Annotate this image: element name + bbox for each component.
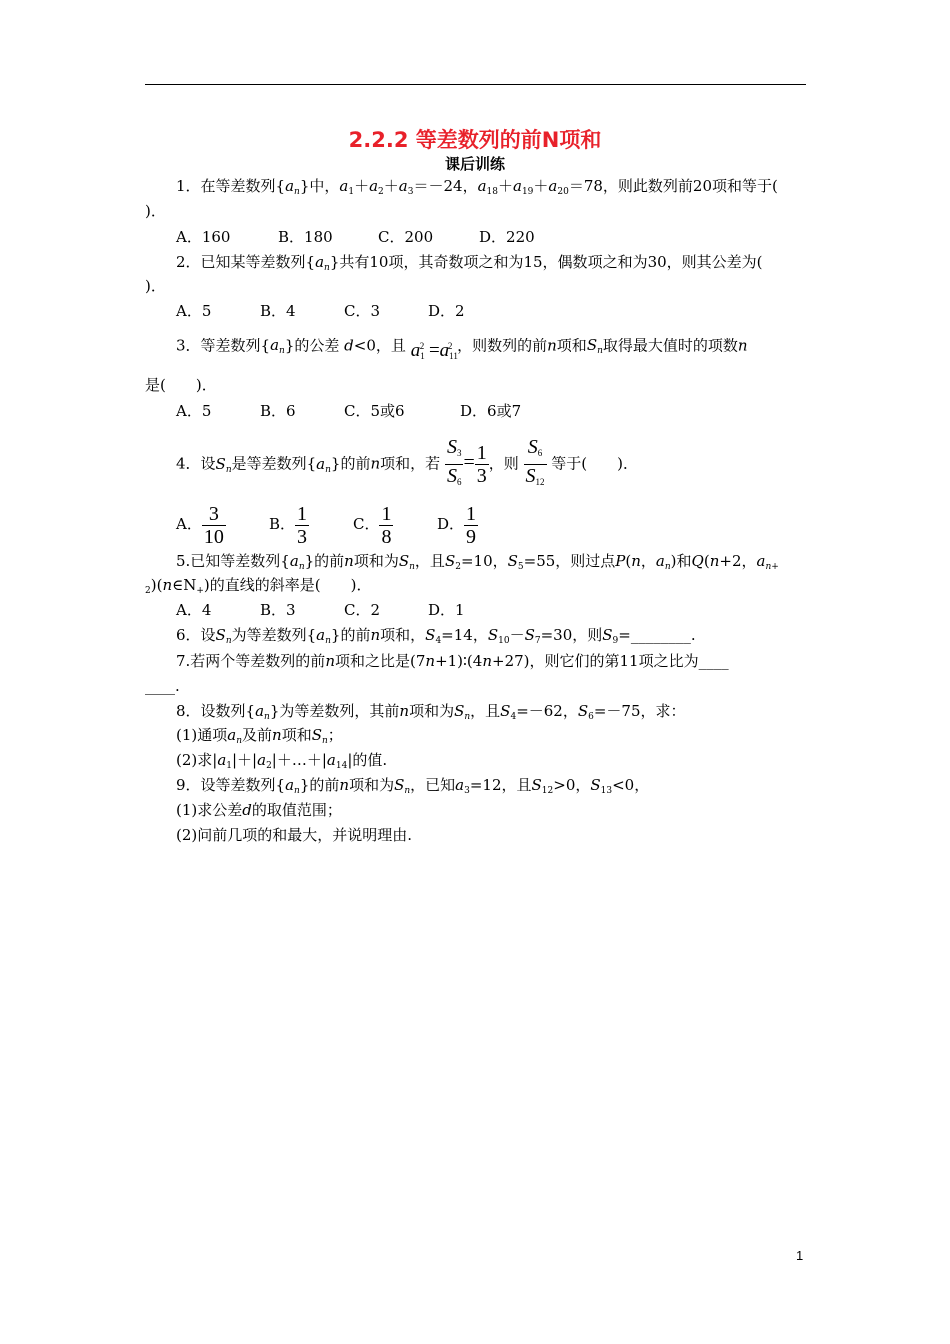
option-b[interactable]: B． $\frac{1}{3}$ <box>269 502 308 548</box>
fraction-s3-s6: $\frac{S_3}{S_6}$ <box>446 436 462 487</box>
option-b[interactable]: B．180 <box>278 228 333 246</box>
option-c[interactable]: C．5或6 <box>344 402 405 420</box>
fraction-s6-s12: $\frac{S_6}{S_{12}}$ <box>525 436 545 487</box>
question-1-end: )． <box>145 202 166 220</box>
option-d[interactable]: D． $\frac{1}{9}$ <box>437 502 477 548</box>
option-a[interactable]: A．5 <box>176 402 212 420</box>
question-8-part-2: (2)求$|a_1|+|a_2|+\dots+|a_{14}|$的值. <box>176 751 388 771</box>
question-4-options <box>176 500 478 548</box>
option-a[interactable]: A．160 <box>176 228 231 246</box>
option-c[interactable]: C． $\frac{1}{8}$ <box>353 502 392 548</box>
option-b[interactable]: B．3 <box>260 601 296 619</box>
question-2-options <box>176 301 465 321</box>
fraction-1-3: $\frac{1}{3}$ <box>476 442 487 487</box>
question-7-end: ____. <box>145 677 180 695</box>
option-a[interactable]: A． $\frac{3}{10}$ <box>176 502 224 548</box>
question-4: 4．设$S_n$是等差数列$\{a_n\}$的前n项和，若 $\frac{S_3}{S_6}$ = $\frac{1}{3}$ ，则 $\frac{S_6}{S_{12}}$ 等于( )． <box>176 436 638 484</box>
question-5-line2: $_2)(n\in N_+)$的直线的斜率是( )． <box>145 576 372 596</box>
question-1: 1．在等差数列$\{a_n\}$中，$a_1+a_2+a_3=-24$，$a_{18}+a_{19}+a_{20}=78$，则此数列前20项和等于( <box>176 177 778 197</box>
option-c[interactable]: C．3 <box>344 302 381 320</box>
question-9: 9．设等差数列$\{a_n\}$的前n项和为$S_n$，已知$a_3=12$，且$S_{12}>0$，$S_{13}<0$， <box>176 776 650 796</box>
option-d[interactable]: D．1 <box>428 601 465 619</box>
page-title: 2.2.2 等差数列的前N项和 <box>348 128 602 152</box>
option-c[interactable]: C．200 <box>378 228 434 246</box>
option-d[interactable]: D．6或7 <box>460 402 522 420</box>
option-d[interactable]: D．2 <box>428 302 465 320</box>
question-8: 8．设数列$\{a_n\}$为等差数列，其前n项和为$S_n$，且$S_4=-62$，$S_6=-75$，求： <box>176 702 686 722</box>
question-3-options <box>176 401 521 421</box>
question-1-options <box>176 227 535 247</box>
option-c[interactable]: C．2 <box>344 601 381 619</box>
option-b[interactable]: B．4 <box>260 302 296 320</box>
option-d[interactable]: D．220 <box>479 228 535 246</box>
question-2: 2．已知某等差数列$\{a_n\}$共有10项，其奇数项之和为15，偶数项之和为30，则其公差为( <box>176 253 763 273</box>
question-2-end: )． <box>145 277 166 295</box>
question-9-part-1: (1)求公差d的取值范围； <box>176 801 342 819</box>
page-number: 1 <box>796 1248 804 1263</box>
question-6: 6．设$S_n$为等差数列$\{a_n\}$的前n项和，$S_4=14$，$S_{10}-S_7=30$，则$S_9=\_\_\_\_\_\_\_\_$. <box>176 626 696 646</box>
question-3-end: 是( )． <box>145 376 217 394</box>
question-3: 3．等差数列$\{a_n\}$的公差 d<0，且 $a_1^2 =a_{11}^2$ ，则数列的前n项和$S_n$取得最大值时的项数n <box>176 336 748 362</box>
header-rule <box>145 84 806 85</box>
option-b[interactable]: B．6 <box>260 402 296 420</box>
question-8-part-1: (1)通项$a_n$及前n项和$S_n$； <box>176 726 343 746</box>
option-a[interactable]: A．4 <box>176 601 212 619</box>
question-7: 7.若两个等差数列的前n项和之比是(7n+1)∶(4n+27)，则它们的第11项之比为____ <box>176 652 729 670</box>
question-9-part-2: (2)问前几项的和最大，并说明理由. <box>176 826 413 844</box>
option-a[interactable]: A．5 <box>176 302 212 320</box>
page-subtitle: 课后训练 <box>444 155 505 173</box>
question-5-options <box>176 600 465 620</box>
question-5: 5.已知等差数列$\{a_n\}$的前n项和为$S_n$，且$S_2=10$，$S_5=55$，则过点P(n，$a_n$)和Q(n+2，$a_{n+}$ <box>176 552 779 572</box>
